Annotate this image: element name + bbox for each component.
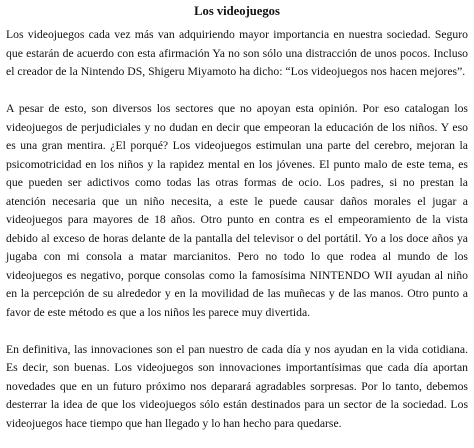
- document-title: Los videojuegos: [194, 4, 280, 18]
- paragraph-body: A pesar de esto, son diversos los sectores que no apoyan esta opinión. Por eso catalogan los videojuegos de perjudiciales y no dudan en decir que empeoran la educación de los niños. Y eso es una gran mentira. ¿El porqué? Los videojuegos estimulan una parte del cerebro, mejoran la psicomotricidad en los niños y la rapidez mental en los jóvenes. El punto malo de este tema, es que pueden ser adictivos como todas las otras formas de ocio. Los padres, si no prestan la atención necesaria que un niño necesita, a este le puede causar daños morales el jugar a videojuegos para mayores de 18 años. Otro punto en contra es el empeoramiento de la vista debido al exceso de horas delante de la pantalla del televisor o del portátil. Yo a los doce años ya jugaba con mi consola a matar marcianitos. Pero no todo lo que rodea al mundo de los videojuegos es negativo, porque consolas como la famosísima NINTENDO WII ayudan al niño en la percepción de su alrededor y en la movilidad de las muñecas y de las manos. Otro punto a favor de este método es que a los niños les parece muy divertida.: [6, 102, 468, 319]
- paragraph-conclusion: En definitiva, las innovaciones son el pan nuestro de cada día y nos ayudan en la vida cotidiana. Es decir, son buenas. Los videojuegos son innovaciones importantísimas que cada día aportan novedades que en un futuro próximo nos deparará agradables sorpresas. Por lo tanto, debemos desterrar la idea de que los videojuegos sólo están destinados para un sector de la sociedad. Los videojuegos hace tiempo que han llegado y lo han hecho para quedarse.: [6, 342, 468, 430]
- paragraph-intro: Los videojuegos cada vez más van adquiriendo mayor importancia en nuestra sociedad. Seguro que estarán de acuerdo con esta afirmación Ya no son sólo una distracción de unos pocos. Incluso el creador de la Nintendo DS, Shigeru Miyamoto ha dicho: “Los videojuegos nos hacen mejores”.: [6, 28, 468, 78]
- paragraph-spacer: [6, 322, 468, 341]
- paragraph-spacer: [6, 82, 468, 101]
